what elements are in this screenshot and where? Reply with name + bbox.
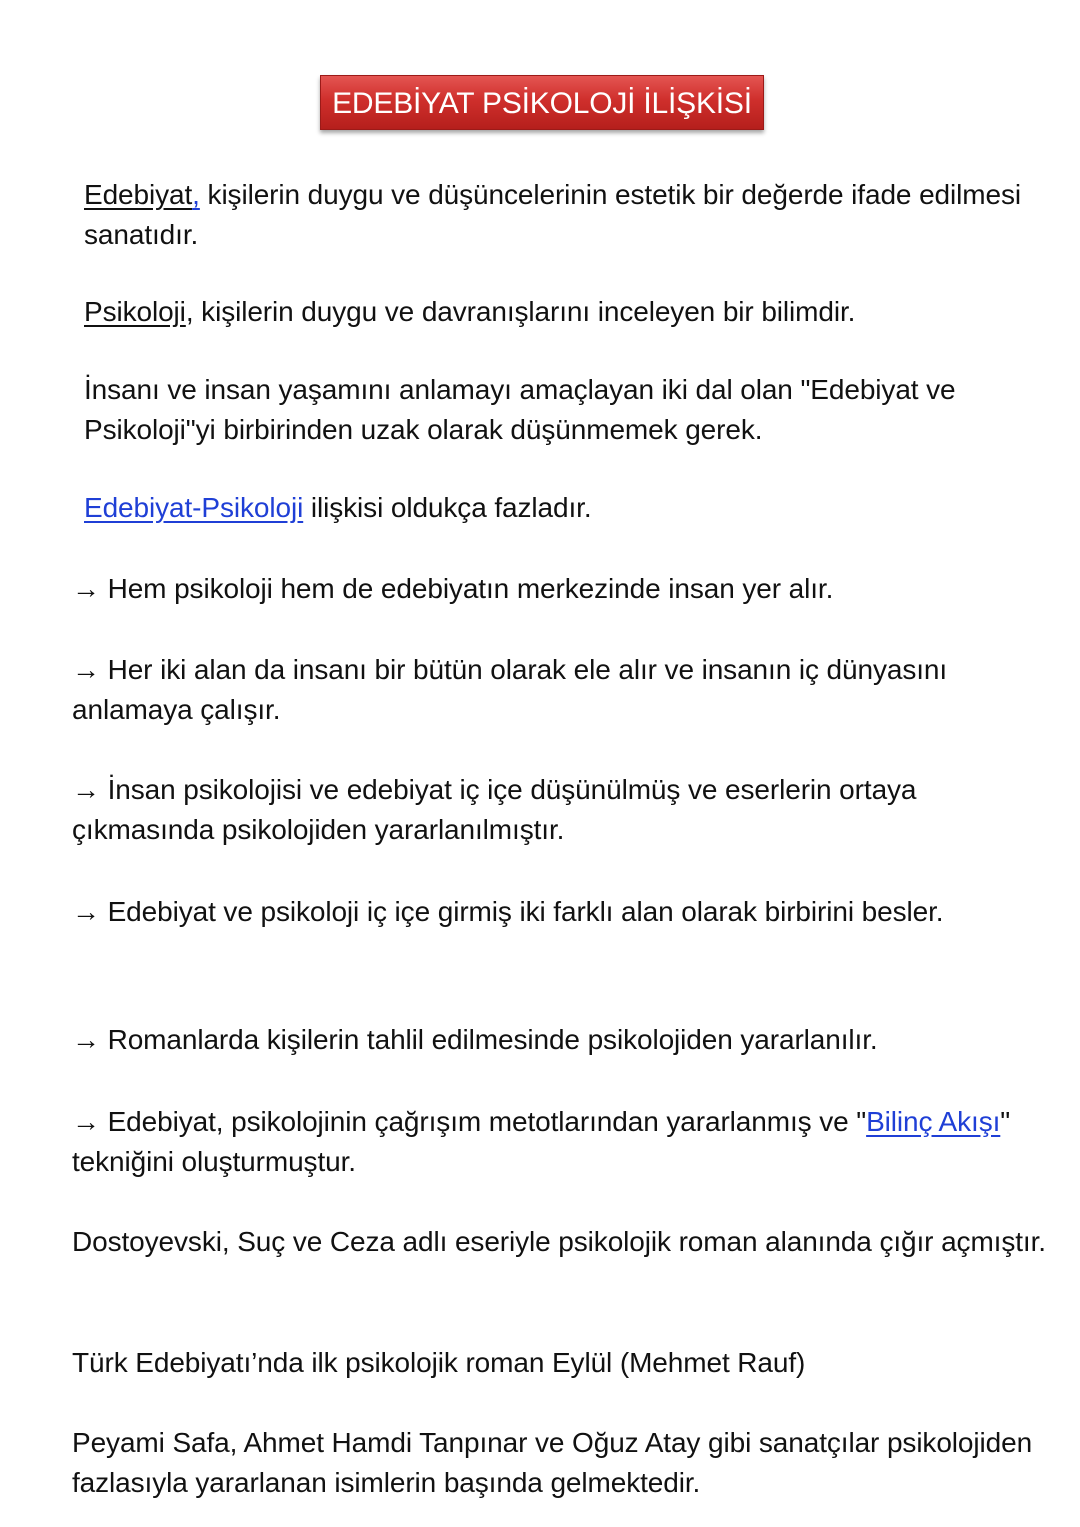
edebiyat-definition-text: kişilerin duygu ve düşüncelerinin estetik bir değerde ifade edilmesi sanatıdır. (84, 179, 1021, 250)
point-4: → Edebiyat ve psikoloji iç içe girmiş iki farklı alan olarak birbirini besler. (72, 896, 944, 927)
bilinc-akisi-link[interactable]: Bilinç Akışı (866, 1106, 1001, 1137)
edebiyat-term: Edebiyat (84, 179, 193, 210)
psikoloji-definition (84, 292, 1044, 332)
psikoloji-definition-text: , kişilerin duygu ve davranışlarını inceleyen bir bilimdir. (185, 296, 856, 327)
edebiyat-definition (84, 175, 1044, 255)
point-5: → Romanlarda kişilerin tahlil edilmesinde psikolojiden yararlanılır. (72, 1024, 878, 1055)
iliski-text: ilişkisi oldukça fazladır. (303, 492, 592, 523)
dostoyevski-paragraph: Dostoyevski, Suç ve Ceza adlı eseriyle psikolojik roman alanında çığır açmıştır. (72, 1226, 1046, 1257)
insan-paragraph: İnsanı ve insan yaşamını anlamayı amaçlayan iki dal olan "Edebiyat ve Psikoloji"yi birbirinden uzak olarak düşünmemek gerek. (84, 374, 956, 445)
point-6-text-before: → Edebiyat, psikolojinin çağrışım metotlarından yararlanmış ve " (72, 1106, 867, 1137)
sanatcilar-paragraph: Peyami Safa, Ahmet Hamdi Tanpınar ve Oğuz Atay gibi sanatçılar psikolojiden fazlasıyla yararlanan isimlerin başında gelmektedir. (72, 1427, 1033, 1498)
edebiyat-comma-link[interactable]: , (192, 179, 200, 210)
point-3: → İnsan psikolojisi ve edebiyat iç içe düşünülmüş ve eserlerin ortaya çıkmasında psikolojiden yararlanılmıştır. (72, 774, 917, 845)
page-title: EDEBİYAT PSİKOLOJİ İLİŞKİSİ (320, 75, 764, 130)
point-6-text-after: " tekniğini oluşturmuştur. (72, 1106, 1011, 1177)
edebiyat-psikoloji-link[interactable]: Edebiyat-Psikoloji (84, 492, 304, 523)
point-6 (72, 1102, 1047, 1182)
turk-edebiyati-paragraph: Türk Edebiyatı’nda ilk psikolojik roman Eylül (Mehmet Rauf) (72, 1347, 806, 1378)
point-1: → Hem psikoloji hem de edebiyatın merkezinde insan yer alır. (72, 573, 834, 604)
psikoloji-term: Psikoloji (84, 296, 186, 327)
point-2: → Her iki alan da insanı bir bütün olarak ele alır ve insanın iç dünyasını anlamaya çalışır. (72, 654, 948, 725)
iliski-paragraph (84, 488, 1044, 528)
